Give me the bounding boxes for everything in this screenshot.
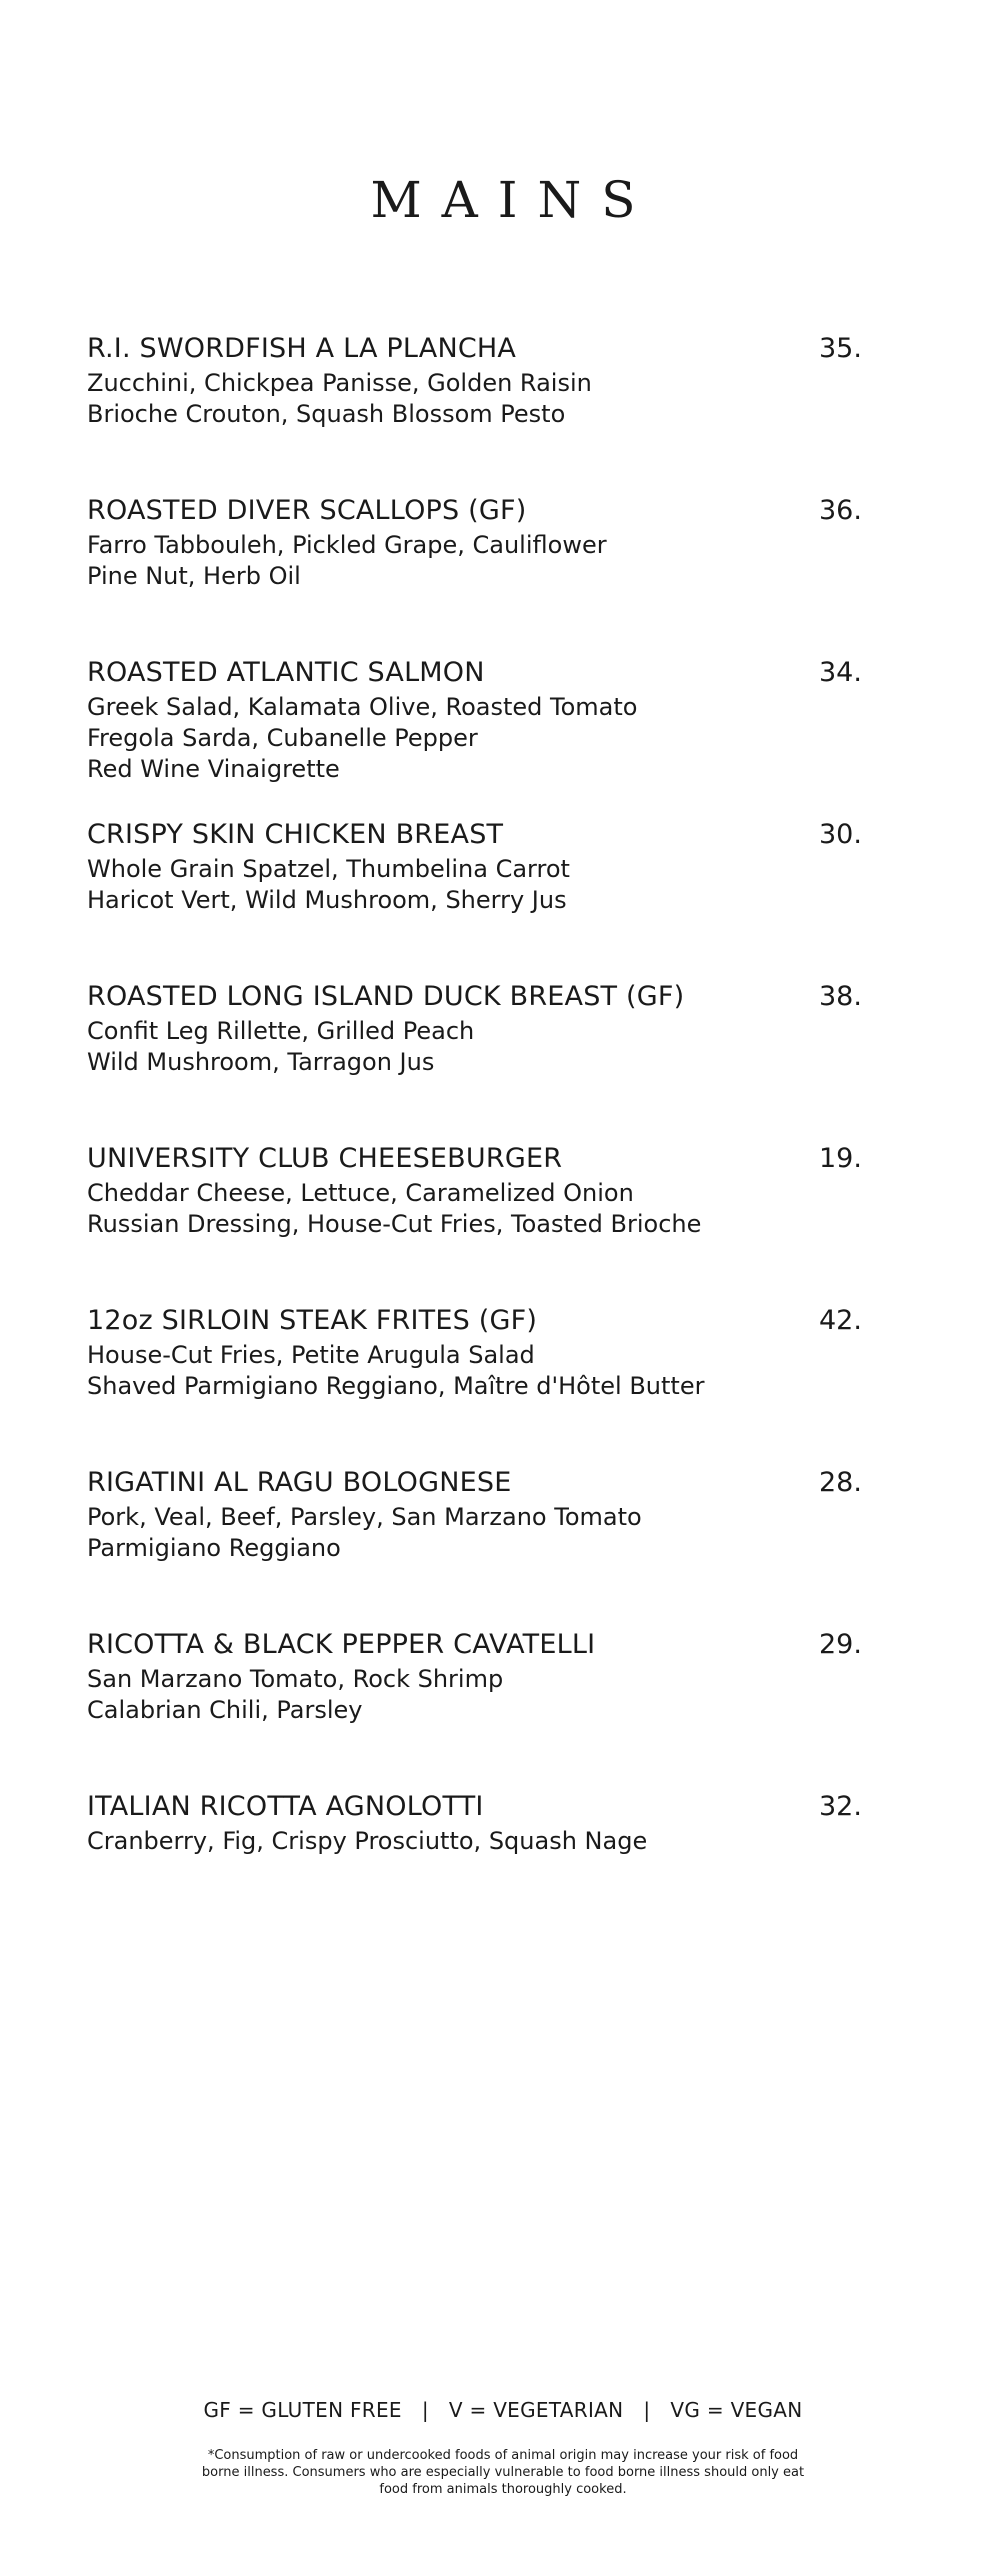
menu-item-price: 19. <box>819 1143 862 1174</box>
menu-item <box>87 330 887 492</box>
page-title: MAINS <box>370 171 656 229</box>
menu-item <box>87 816 887 978</box>
menu-item-description: Cranberry, Fig, Crispy Prosciutto, Squash Nage <box>87 1827 648 1855</box>
menu-item <box>87 1626 887 1788</box>
menu-item-price: 30. <box>819 819 862 850</box>
menu-item-name: ITALIAN RICOTTA AGNOLOTTI <box>87 1791 484 1822</box>
menu-item-name: UNIVERSITY CLUB CHEESEBURGER <box>87 1143 563 1174</box>
menu-item-name: ROASTED LONG ISLAND DUCK BREAST (GF) <box>87 981 685 1012</box>
menu-item-description: Brioche Crouton, Squash Blossom Pesto <box>87 400 566 428</box>
menu-item-description: House-Cut Fries, Petite Arugula Salad <box>87 1341 535 1369</box>
menu-item-description: Greek Salad, Kalamata Olive, Roasted Tomato <box>87 693 638 721</box>
menu-item-name: R.I. SWORDFISH A LA PLANCHA <box>87 333 517 364</box>
menu-item-name: RICOTTA & BLACK PEPPER CAVATELLI <box>87 1629 596 1660</box>
menu-item-description: Confit Leg Rillette, Grilled Peach <box>87 1017 475 1045</box>
menu-item-description: Calabrian Chili, Parsley <box>87 1696 363 1724</box>
menu-item-description: Zucchini, Chickpea Panisse, Golden Raisin <box>87 369 592 397</box>
menu-item <box>87 1464 887 1626</box>
menu-item-description: Parmigiano Reggiano <box>87 1534 341 1562</box>
menu-item-price: 38. <box>819 981 862 1012</box>
menu-item-price: 29. <box>819 1629 862 1660</box>
menu-item-description: San Marzano Tomato, Rock Shrimp <box>87 1665 504 1693</box>
menu-item <box>87 1302 887 1464</box>
menu-item-price: 28. <box>819 1467 862 1498</box>
menu-item-price: 35. <box>819 333 862 364</box>
menu-item <box>87 492 887 654</box>
menu-item-description: Cheddar Cheese, Lettuce, Caramelized Onion <box>87 1179 634 1207</box>
menu-item-description: Red Wine Vinaigrette <box>87 755 340 783</box>
menu-item-price: 42. <box>819 1305 862 1336</box>
menu-item-price: 36. <box>819 495 862 526</box>
menu-item-description: Whole Grain Spatzel, Thumbelina Carrot <box>87 855 570 883</box>
menu-item <box>87 654 887 816</box>
menu-list <box>87 330 887 1950</box>
menu-item <box>87 1788 887 1950</box>
menu-item <box>87 1140 887 1302</box>
menu-item-name: RIGATINI AL RAGU BOLOGNESE <box>87 1467 512 1498</box>
menu-item-description: Pork, Veal, Beef, Parsley, San Marzano Tomato <box>87 1503 642 1531</box>
menu-item-name: CRISPY SKIN CHICKEN BREAST <box>87 819 504 850</box>
menu-item <box>87 978 887 1140</box>
menu-item-name: 12oz SIRLOIN STEAK FRITES (GF) <box>87 1305 538 1336</box>
menu-item-description: Russian Dressing, House-Cut Fries, Toasted Brioche <box>87 1210 702 1238</box>
menu-item-description: Pine Nut, Herb Oil <box>87 562 301 590</box>
food-safety-disclaimer: *Consumption of raw or undercooked foods of animal origin may increase your risk of food borne illness. Consumers who are especially vulnerable to food borne illness should only eat food from animals thoroughly cooked. <box>201 2448 805 2497</box>
menu-item-description: Wild Mushroom, Tarragon Jus <box>87 1048 435 1076</box>
menu-item-name: ROASTED ATLANTIC SALMON <box>87 657 485 688</box>
dietary-legend: GF = GLUTEN FREE | V = VEGETARIAN | VG = VEGAN <box>203 2398 803 2422</box>
menu-item-description: Farro Tabbouleh, Pickled Grape, Cauliflower <box>87 531 607 559</box>
menu-item-description: Haricot Vert, Wild Mushroom, Sherry Jus <box>87 886 567 914</box>
menu-item-description: Fregola Sarda, Cubanelle Pepper <box>87 724 478 752</box>
menu-item-price: 32. <box>819 1791 862 1822</box>
menu-item-name: ROASTED DIVER SCALLOPS (GF) <box>87 495 527 526</box>
menu-item-description: Shaved Parmigiano Reggiano, Maître d'Hôtel Butter <box>87 1372 705 1400</box>
menu-item-price: 34. <box>819 657 862 688</box>
